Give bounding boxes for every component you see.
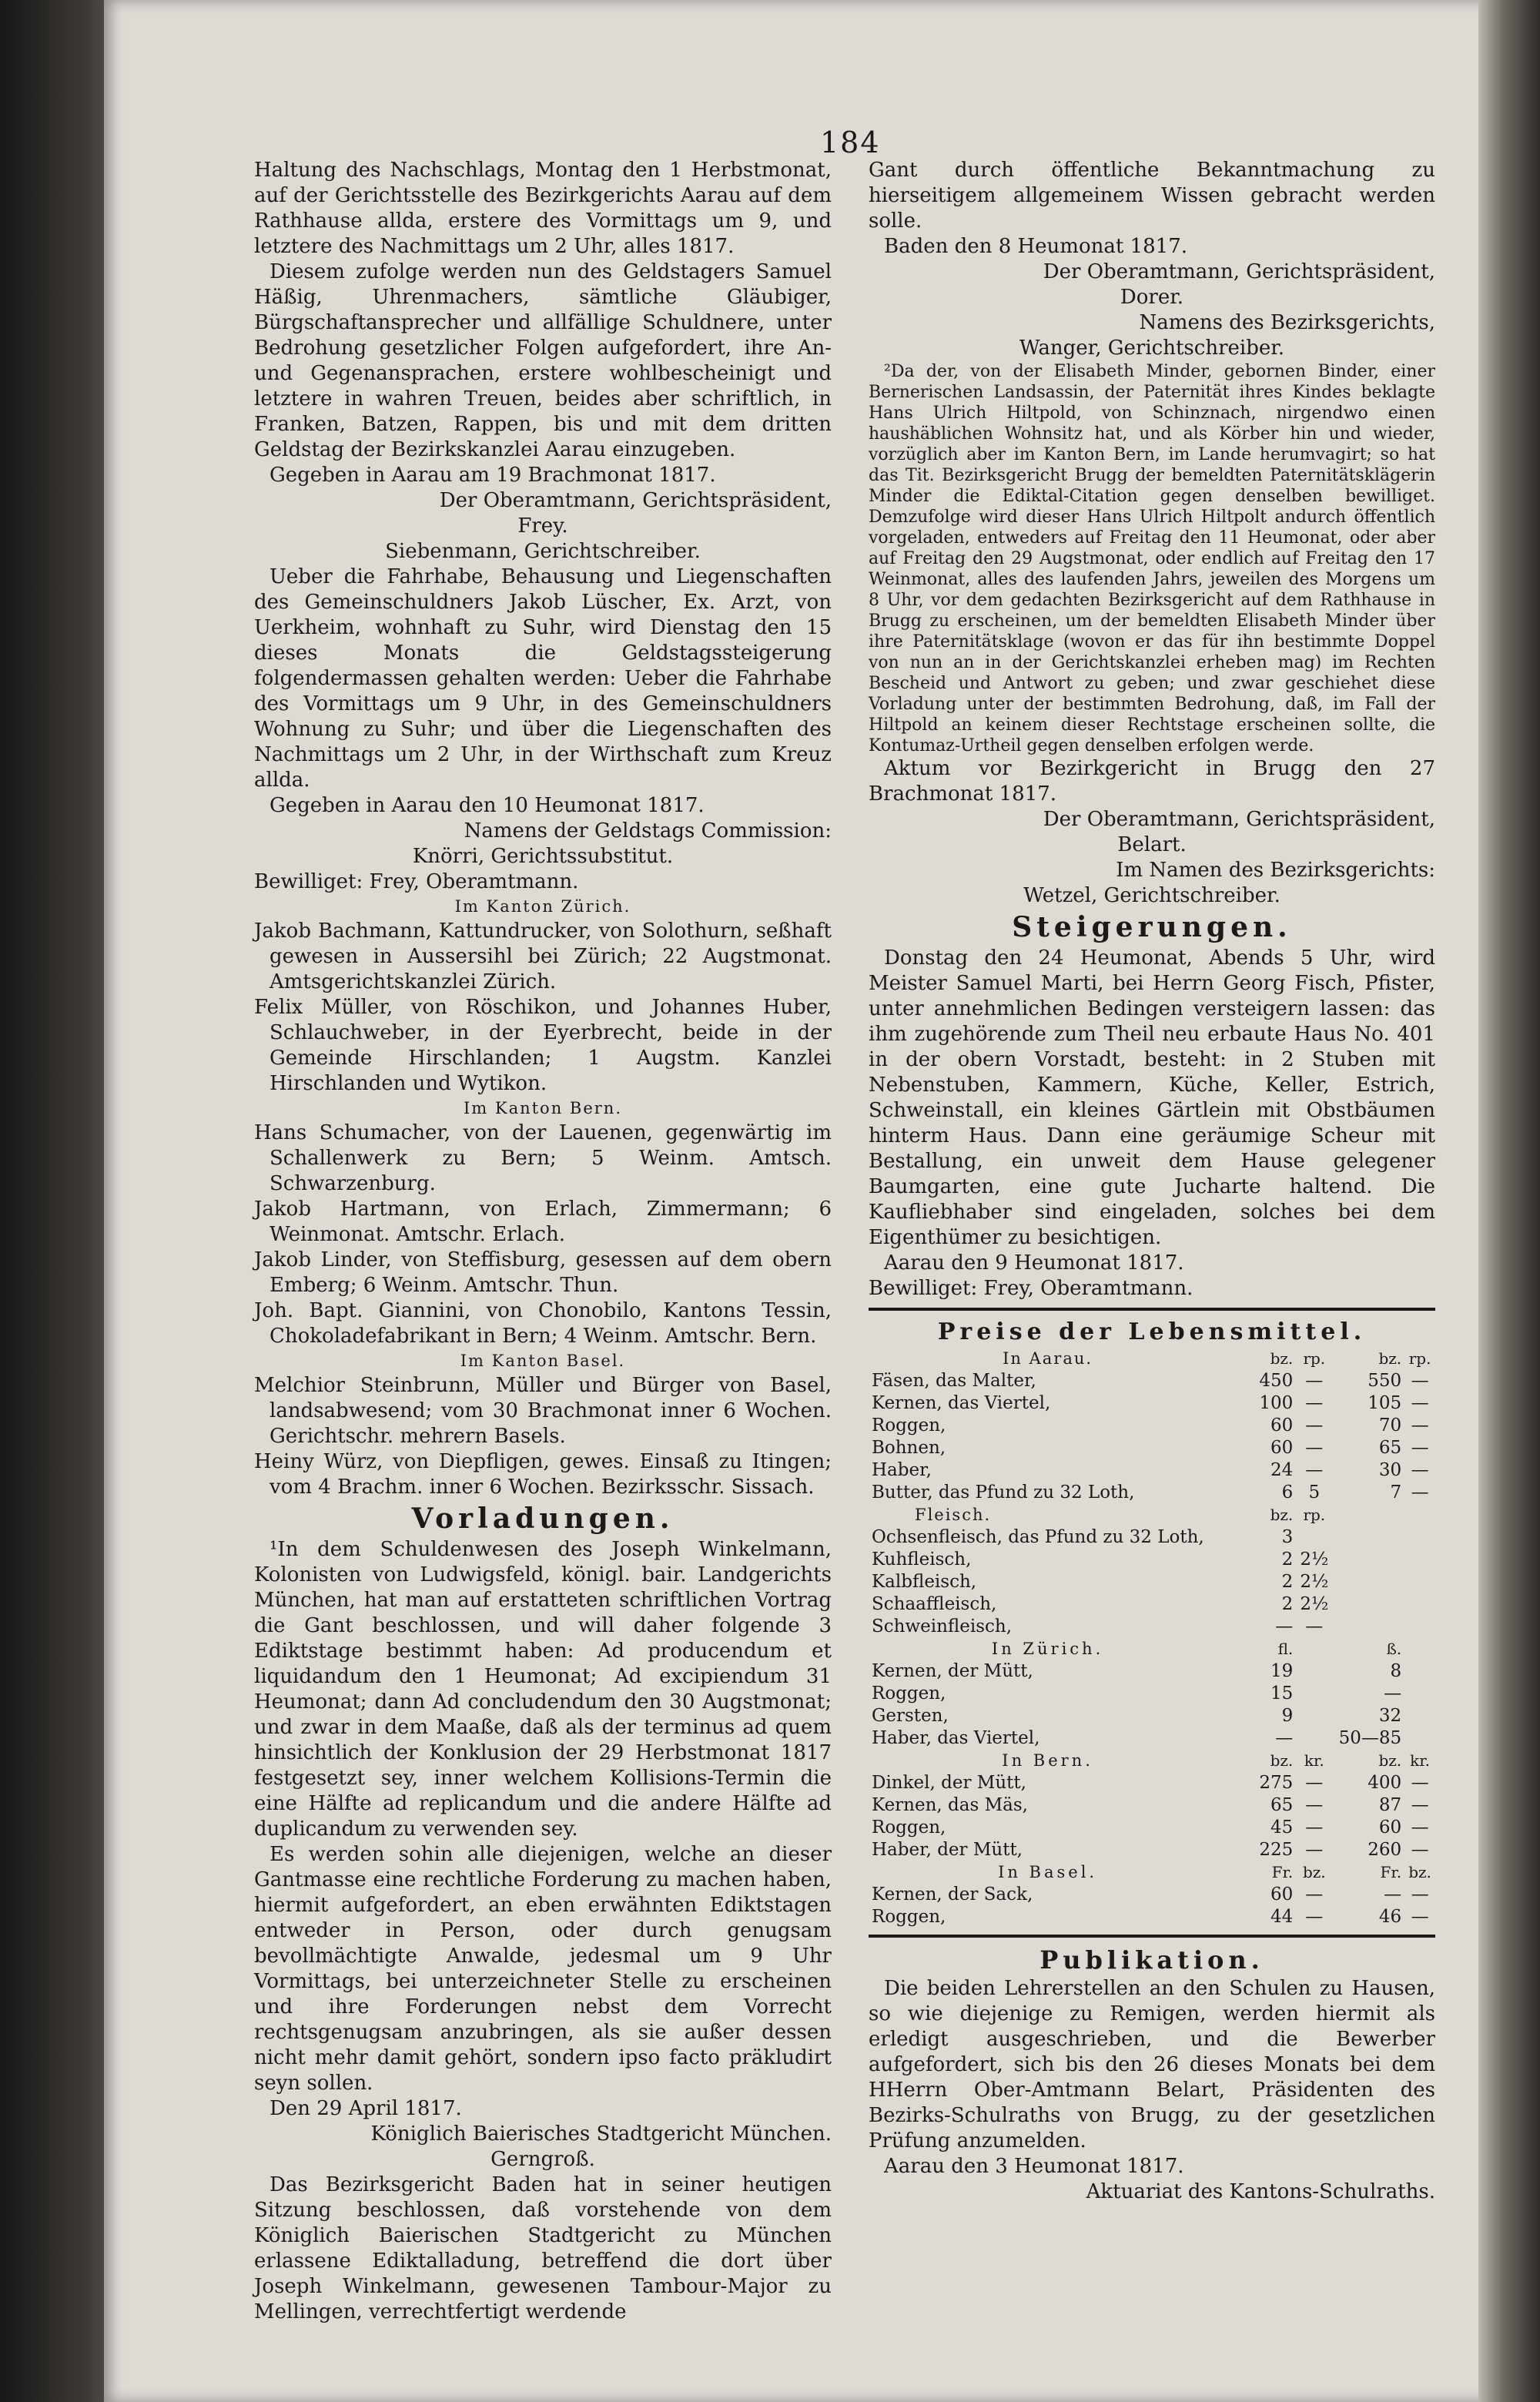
price-unit: bz. <box>1302 1863 1326 1881</box>
price-row: Roggen, 44 — 46 — <box>869 1906 1435 1928</box>
price-low: 225 <box>1259 1840 1294 1860</box>
price-high: 32 <box>1378 1706 1402 1726</box>
section-subheading: Im Kanton Bern. <box>464 1099 622 1117</box>
price-high: 46 <box>1378 1907 1402 1927</box>
approval-line: Bewilliget: Frey, Oberamtmann. <box>869 1277 1194 1300</box>
price-unit: bz. <box>1270 1751 1294 1770</box>
price-high: 550 <box>1368 1371 1402 1391</box>
signature-name: Knörri, Gerichtssubstitut. <box>412 845 674 868</box>
text-paragraph: Haltung des Nachschlags, Montag den 1 Herbstmonat, auf der Gerichtsstelle des Bezirkgerichts Aarau auf dem Rathhause allda, erstere des Vormittags um 9, und letztere des Nachmittags um 2 Uhr, alles 1817. <box>254 159 832 258</box>
price-row <box>869 1549 1435 1571</box>
price-high <box>1296 1526 1332 1549</box>
price-item: Dinkel, der Mütt, <box>872 1773 1026 1793</box>
price-row <box>869 1616 1435 1638</box>
price-item: Haber, das Viertel, <box>872 1728 1040 1748</box>
list-item: Heiny Würz, von Diepfligen, gewes. Einsaß zu Itingen; vom 4 Brachm. inner 6 Wochen. Bezirksschr. Sissach. <box>254 1450 832 1499</box>
text-paragraph: Donstag den 24 Heumonat, Abends 5 Uhr, wird Meister Samuel Marti, bei Herrn Georg Fisch, Pfister, unter annehmlichen Bedingen versteigern lassen: das ihm zugehörende zum Theil neu erbaute Haus No. 401 in der obern Vorstadt, besteht: in 2 Stuben mit Nebenstuben, Kammern, Küche, Keller, Estrich, Schweinstall, ein kleines Gärtlein mit Obstbäumen hinterm Haus. Dann eine geräumige Scheur mit Bestallung, ein unweit dem Hause gelegener Baumgarten, eine gute Jucharte haltend. Die Kaufliebhaber sind eingeladen, solches bei dem Eigenthümer zu besichtigen. <box>869 946 1435 1249</box>
price-row <box>869 1660 1435 1683</box>
price-low: 2 <box>1281 1594 1294 1614</box>
price-unit: kr. <box>1304 1751 1324 1770</box>
price-low: 24 <box>1270 1460 1294 1480</box>
price-row: Dinkel, der Mütt, 275 — 400 — <box>869 1772 1435 1794</box>
price-item: Gersten, <box>872 1706 949 1726</box>
price-region: In Basel. <box>998 1863 1098 1881</box>
price-low: 44 <box>1270 1907 1294 1927</box>
price-unit: bz. <box>1270 1349 1294 1368</box>
price-high: 30 <box>1378 1460 1402 1480</box>
price-high: 7 <box>1390 1482 1402 1503</box>
signature-name: Belart. <box>1117 833 1187 856</box>
price-low: 9 <box>1281 1706 1294 1726</box>
section-subheading: Im Kanton Zürich. <box>454 897 631 916</box>
scan-edge-right <box>1478 0 1540 2402</box>
price-high: 2½ <box>1300 1572 1329 1592</box>
text-paragraph: Diesem zufolge werden nun des Geldstagers Samuel Häßig, Uhrenmachers, sämtliche Gläubiger, Bürgschaftansprecher und allfällige Schuldnere, unter Bedrohung gesetzlicher Folgen aufgefordert, ihre An- und Gegenansprachen, erstere wohlbescheinigt und letztere in wahren Treuen, beides aber schriftlich, in Franken, Batzen, Rappen, bis und mit dem dritten Geldstag der Bezirkskanzlei Aarau einzugeben. <box>254 260 832 461</box>
price-unit: bz. <box>1270 1506 1294 1524</box>
list-item: Melchior Steinbrunn, Müller und Bürger von Basel, landsabwesend; vom 30 Brachmonat inner 6 Wochen. Gerichtschr. mehrern Basels. <box>254 1374 832 1448</box>
text-paragraph: Das Bezirksgericht Baden hat in seiner heutigen Sitzung beschlossen, daß vorstehende von dem Königlich Baierischen Stadtgericht zu München erlassene Ediktalladung, betreffend die dort über Joseph Winkelmann, gewesenen Tambour-Major zu Mellingen, verrechtfertigt werdende <box>254 2173 832 2323</box>
price-item: Roggen, <box>872 1817 946 1838</box>
price-high: 400 <box>1368 1773 1402 1793</box>
list-item: Felix Müller, von Röschikon, und Johannes Huber, Schlauchweber, in der Eyerbrecht, beide in der Gemeinde Hirschlanden; 1 Augstm. Kanzlei Hirschlanden und Wytikon. <box>254 996 832 1095</box>
price-low: 6 <box>1281 1482 1294 1503</box>
list-item: Jakob Linder, von Steffisburg, gesessen auf dem obern Emberg; 6 Weinm. Amtschr. Thun. <box>254 1248 832 1297</box>
price-low: 60 <box>1270 1438 1294 1458</box>
price-low: 275 <box>1259 1773 1294 1793</box>
price-row: Bohnen, 60 — 65 — <box>869 1437 1435 1459</box>
dateline: Baden den 8 Heumonat 1817. <box>884 235 1187 258</box>
price-item: Kernen, der Mütt, <box>872 1661 1033 1681</box>
price-high: 8 <box>1390 1661 1402 1681</box>
price-row <box>869 1571 1435 1593</box>
price-row: Fäsen, das Malter, 450 — 550 — <box>869 1370 1435 1392</box>
price-unit: kr. <box>1410 1751 1430 1770</box>
dateline: Aarau den 3 Heumonat 1817. <box>884 2155 1184 2178</box>
dateline: Gegeben in Aarau am 19 Brachmonat 1817. <box>270 464 716 487</box>
price-low: 19 <box>1270 1661 1294 1681</box>
price-low: 450 <box>1259 1371 1294 1391</box>
price-unit: ß. <box>1386 1640 1402 1658</box>
text-paragraph: Die beiden Lehrerstellen an den Schulen zu Hausen, so wie diejenige zu Remigen, werden hiermit als erledigt ausgeschrieben, und die Bewerber aufgefordert, sich bis den 26 dieses Monats bei dem HHerrn Ober-Amtmann Belart, Präsidenten des Bezirks-Schulraths von Brugg, zu der gesetzlichen Prüfung anzumelden. <box>869 1977 1435 2152</box>
price-low: — <box>1275 1616 1294 1637</box>
price-row <box>869 1727 1435 1750</box>
price-unit: bz. <box>1378 1751 1402 1770</box>
section-heading: Vorladungen. <box>411 1503 675 1535</box>
dateline: Den 29 April 1817. <box>270 2097 462 2120</box>
right-column <box>869 158 1435 2205</box>
price-high: 65 <box>1378 1438 1402 1458</box>
price-high: 70 <box>1378 1415 1402 1436</box>
left-column <box>254 158 832 2325</box>
text-paragraph: Ueber die Fahrhabe, Behausung und Liegenschaften des Gemeinschuldners Jakob Lüscher, Ex. Arzt, von Uerkheim, wohnhaft zu Suhr, wird Dienstag den 15 dieses Monats die Geldstagssteigerung folgendermassen gehalten werden: Ueber die Fahrhabe des Vormittags um 9 Uhr, in des Gemeinschuldners Wohnung zu Suhr; und über die Liegenschaften des Nachmittags um 2 Uhr, in der Wirthschaft zum Kreuz allda. <box>254 565 832 792</box>
price-region: In Aarau. <box>1003 1349 1093 1368</box>
approval-line: Bewilliget: Frey, Oberamtmann. <box>254 870 579 893</box>
list-item: Jakob Hartmann, von Erlach, Zimmermann; 6 Weinmonat. Amtschr. Erlach. <box>254 1198 832 1246</box>
price-item: Schweinfleisch, <box>872 1616 1013 1637</box>
price-item: Kernen, das Viertel, <box>872 1393 1051 1413</box>
signature-title: Königlich Baierisches Stadtgericht München. <box>370 2122 832 2146</box>
price-unit: Fr. <box>1271 1863 1294 1881</box>
price-item: Roggen, <box>872 1415 946 1436</box>
signature-clerk: Siebenmann, Gerichtschreiber. <box>385 540 701 563</box>
price-low: 65 <box>1270 1795 1294 1815</box>
price-low: 15 <box>1270 1683 1294 1704</box>
list-item: Jakob Bachmann, Kattundrucker, von Solothurn, seßhaft gewesen in Aussersihl bei Zürich; 22 Augstmonat. Amtsgerichtskanzlei Zürich. <box>254 920 832 993</box>
signature-clerk: Wetzel, Gerichtschreiber. <box>1023 884 1281 907</box>
price-row <box>869 1526 1435 1549</box>
price-row: Kernen, das Mäs, 65 — 87 — <box>869 1794 1435 1817</box>
price-high: — <box>1384 1683 1402 1704</box>
price-unit: rp. <box>1303 1349 1326 1368</box>
price-row <box>869 1683 1435 1705</box>
text-paragraph: Gant durch öffentliche Bekanntmachung zu hierseitigem allgemeinem Wissen gebracht werden solle. <box>869 159 1435 233</box>
price-item: Roggen, <box>872 1683 946 1704</box>
price-item: Bohnen, <box>872 1438 946 1458</box>
section-heading: Publikation. <box>1040 1945 1264 1975</box>
text-paragraph: Es werden sohin alle diejenigen, welche an dieser Gantmasse eine rechtliche Forderung zu machen haben, hiermit aufgefordert, an eben erwähnten Ediktstagen entweder in Person, oder durch genugsam bevollmächtigte Anwalde, jedesmal um 9 Uhr Vormittags, bei unterzeichneter Stelle zu erscheinen und ihre Forderungen nebst dem Vorrecht rechtsgenugsam anzubringen, als sie außer dessen nicht mehr damit gehört, sondern ipso facto präkludirt seyn sollen. <box>254 1843 832 2095</box>
scan-edge-left <box>0 0 116 2402</box>
signature-name: Gerngroß. <box>490 2148 595 2171</box>
signature-title: Im Namen des Bezirksgerichts: <box>1116 859 1435 882</box>
list-item: Joh. Bapt. Giannini, von Chonobilo, Kantons Tessin, Chokoladefabrikant in Bern; 4 Weinm. Amtschr. Bern. <box>254 1299 832 1348</box>
price-unit: rp. <box>1408 1349 1431 1368</box>
price-region: In Zürich. <box>991 1640 1104 1658</box>
price-low: — <box>1275 1728 1294 1748</box>
price-unit: fl. <box>1277 1640 1294 1658</box>
price-high: 260 <box>1368 1840 1402 1860</box>
price-item: Haber, der Mütt, <box>872 1840 1023 1860</box>
price-low: 2 <box>1281 1572 1294 1592</box>
price-high: 60 <box>1378 1817 1402 1838</box>
price-item: Kalbfleisch, <box>872 1572 977 1592</box>
price-low: 100 <box>1259 1393 1294 1413</box>
signature-name: Dorer. <box>1120 286 1184 309</box>
signature-title: Der Oberamtmann, Gerichtspräsident, <box>1043 260 1435 283</box>
price-row: Kernen, das Viertel, 100 — 105 — <box>869 1392 1435 1415</box>
price-header-row <box>869 1861 1435 1884</box>
price-high: 2½ <box>1300 1594 1329 1614</box>
price-row: Butter, das Pfund zu 32 Loth, 6 5 7 — <box>869 1482 1435 1504</box>
price-table <box>869 1348 1435 1928</box>
price-item: Kernen, das Mäs, <box>872 1795 1028 1815</box>
price-high: 87 <box>1378 1795 1402 1815</box>
price-item: Kernen, der Sack, <box>872 1884 1033 1905</box>
dateline: Aktum vor Bezirkgericht in Brugg den 27 Brachmonat 1817. <box>869 757 1435 806</box>
price-low: 2 <box>1281 1549 1294 1570</box>
price-row <box>869 1593 1435 1616</box>
section-rule <box>869 1935 1435 1938</box>
price-item: Ochsenfleisch, das Pfund zu 32 Loth, <box>872 1527 1204 1547</box>
dateline: Aarau den 9 Heumonat 1817. <box>884 1251 1184 1275</box>
price-item: Roggen, <box>872 1907 946 1927</box>
price-region: Fleisch. <box>915 1506 992 1524</box>
signature-title: Namens der Geldstags Commission: <box>464 819 832 843</box>
page-number: 184 <box>820 126 881 159</box>
price-header-row <box>869 1504 1435 1526</box>
signature-title: Der Oberamtmann, Gerichtspräsident, <box>1043 808 1435 831</box>
price-unit: bz. <box>1408 1863 1431 1881</box>
price-high: 105 <box>1368 1393 1402 1413</box>
price-header-row <box>869 1638 1435 1660</box>
price-low: 45 <box>1270 1817 1294 1838</box>
price-item: Fäsen, das Malter, <box>872 1371 1036 1391</box>
list-item: Hans Schumacher, von der Lauenen, gegenwärtig im Schallenwerk zu Bern; 5 Weinm. Amtsch. Schwarzenburg. <box>254 1121 832 1195</box>
price-item: Kuhfleisch, <box>872 1549 972 1570</box>
prices-heading: Preise der Lebensmittel. <box>937 1318 1367 1345</box>
text-paragraph: ²Da der, von der Elisabeth Minder, gebornen Binder, einer Bernerischen Landsassin, der Paternität ihres Kindes beklagte Hans Ulrich Hiltpold, von Schinznach, nirgendwo einen haushäblichen Wohnsitz hat, und als Körber hin und wieder, vorzüglich aber im Kanton Bern, im Lande herumvagirt; so hat das Tit. Bezirksgericht Brugg der bemeldten Paternitätsklägerin Minder die Ediktal-Citation gegen denselben bewilliget. Demzufolge wird dieser Hans Ulrich Hiltpolt andurch öffentlich vorgeladen, entweders auf Freitag den 11 Heumonat, oder aber auf Freitag den 29 Augstmonat, oder endlich auf Freitag den 17 Weinmonat, alles des laufenden Jahrs, jeweilen des Morgens um 8 Uhr, vor dem gedachten Bezirksgericht auf dem Rathhause in Brugg zu erscheinen, um der bemeldten Elisabeth Minder über ihre Paternitätsklage (wovon er das für ihn bestimmte Doppel von nun an in der Gerichtskanzlei erheben mag) im Rechten Bescheid und Antwort zu geben; und zwar geschiehet diese Vorladung unter der bestimmten Bedrohung, daß, im Fall der Hiltpold an keinem dieser Rechtstage erscheinen sollte, die Kontumaz-Urtheil gegen denselben erfolgen werde. <box>869 362 1435 755</box>
price-row: Roggen, 45 — 60 — <box>869 1817 1435 1839</box>
price-high: 2½ <box>1300 1549 1329 1570</box>
signature-title: Der Oberamtmann, Gerichtspräsident, <box>439 489 832 512</box>
price-item: Schaaffleisch, <box>872 1594 997 1614</box>
price-high: — <box>1384 1884 1402 1905</box>
price-item: Butter, das Pfund zu 32 Loth, <box>872 1482 1135 1503</box>
section-rule <box>869 1308 1435 1311</box>
signature-title: Aktuariat des Kantons-Schulraths. <box>1086 2180 1435 2203</box>
section-subheading: Im Kanton Basel. <box>460 1352 626 1370</box>
text-paragraph: ¹In dem Schuldenwesen des Joseph Winkelmann, Kolonisten von Ludwigsfeld, königl. bair. Landgerichts München, hat man auf erstatteten schriftlichen Vortrag die Gant beschlossen, und will daher folgende 3 Ediktstage bestimmt haben: Ad producendum et liquidandum den 1 Heumonat; Ad excipiendum 31 Heumonat; dann Ad concludendum den 30 Augstmonat; und zwar in dem Maaße, daß als der terminus ad quem hinsichtlich der Konklusion der 29 Herbstmonat 1817 festgesetzt sey, inner welchem Kollisions-Termin die eine Hälfte ad replicandum und die andere Hälfte ad duplicandum zu verwenden sey. <box>254 1538 832 1841</box>
price-region: In Bern. <box>1002 1751 1093 1770</box>
dateline: Gegeben in Aarau den 10 Heumonat 1817. <box>270 794 705 817</box>
price-row: Haber, der Mütt, 225 — 260 — <box>869 1839 1435 1861</box>
signature-title: Namens des Bezirksgerichts, <box>1139 311 1435 334</box>
price-header-row <box>869 1348 1435 1370</box>
price-row: Haber, 24 — 30 — <box>869 1459 1435 1482</box>
price-low: 60 <box>1270 1884 1294 1905</box>
price-high: — <box>1305 1616 1324 1637</box>
price-unit: rp. <box>1303 1506 1326 1524</box>
signature-clerk: Wanger, Gerichtschreiber. <box>1019 337 1285 360</box>
price-high: 50—85 <box>1338 1728 1402 1748</box>
price-row: Roggen, 60 — 70 — <box>869 1415 1435 1437</box>
price-unit: bz. <box>1378 1349 1402 1368</box>
price-header-row <box>869 1750 1435 1772</box>
price-row: Kernen, der Sack, 60 — — — <box>869 1884 1435 1906</box>
price-low: 3 <box>1281 1527 1294 1547</box>
price-row <box>869 1705 1435 1727</box>
price-item: Haber, <box>872 1460 932 1480</box>
signature-name: Frey. <box>517 514 568 538</box>
section-heading: Steigerungen. <box>1012 911 1292 943</box>
price-unit: Fr. <box>1380 1863 1402 1881</box>
price-mid: 5 <box>1308 1482 1321 1503</box>
price-low: 60 <box>1270 1415 1294 1436</box>
